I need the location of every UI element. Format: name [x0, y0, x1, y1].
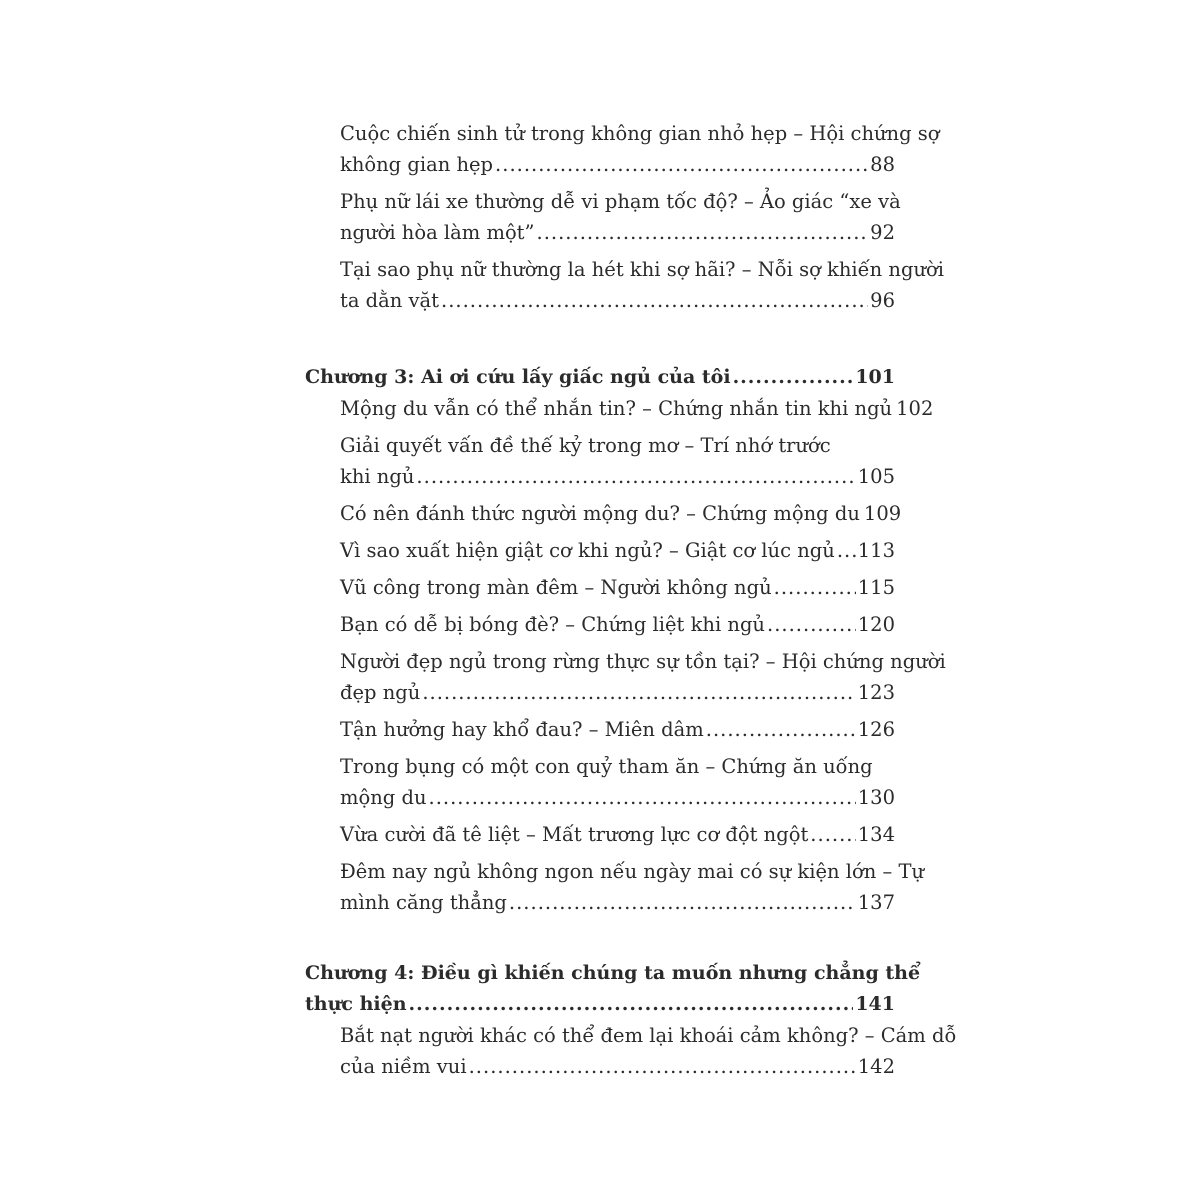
dot-leader: [509, 887, 856, 918]
toc-title-text: Bạn có dễ bị bóng đè? – Chứng liệt khi ngủ: [340, 613, 765, 636]
toc-leader-line: [340, 819, 895, 850]
page-number: 142: [857, 1055, 895, 1078]
toc-entry: [340, 186, 901, 248]
dot-leader: [837, 535, 856, 566]
toc-title-text: Có nên đánh thức người mộng du? – Chứng mộng du: [340, 502, 860, 525]
toc-title-line: Giải quyết vấn đề thế kỷ trong mơ – Trí nhớ trước: [340, 434, 831, 457]
dot-leader: [416, 461, 855, 492]
toc-entry: [340, 1020, 957, 1082]
toc-title-line: Trong bụng có một con quỷ tham ăn – Chứng ăn uống: [340, 755, 873, 778]
toc-title-text: Mộng du vẫn có thể nhắn tin? – Chứng nhắn tin khi ngủ: [340, 397, 893, 420]
toc-leader-line: [340, 1051, 895, 1082]
toc-title-text: ta dằn vặt: [340, 289, 440, 312]
toc-leader-line: [340, 782, 895, 813]
dot-leader: [774, 572, 856, 603]
dot-leader: [537, 217, 869, 248]
toc-title-text: khi ngủ: [340, 465, 415, 488]
page-number: 101: [855, 366, 895, 388]
toc-entry: [340, 118, 940, 180]
toc-title-line: Đêm nay ngủ không ngon nếu ngày mai có sự kiện lớn – Tự: [340, 860, 925, 883]
toc-title-text: không gian hẹp: [340, 153, 494, 176]
toc-entry: [340, 609, 895, 640]
toc-entry: [340, 393, 934, 424]
dot-leader: [810, 819, 855, 850]
toc-title-text: người hòa làm một”: [340, 221, 535, 244]
toc-title-line: Phụ nữ lái xe thường dễ vi phạm tốc độ? – Ảo giác “xe và: [340, 190, 901, 213]
toc-entry: [340, 430, 895, 492]
toc-entry: [340, 498, 902, 529]
toc-title-line: Chương 4: Điều gì khiến chúng ta muốn nhưng chẳng thể: [305, 962, 921, 984]
page-number: 92: [870, 221, 895, 244]
page-number: 102: [896, 397, 934, 420]
toc-entry: [340, 572, 895, 603]
page-number: 105: [857, 465, 895, 488]
page-number: 141: [855, 993, 895, 1015]
dot-leader: [495, 149, 868, 180]
toc-title-line: Bắt nạt người khác có thể đem lại khoái cảm không? – Cám dỗ: [340, 1024, 957, 1047]
page-number: 88: [870, 153, 895, 176]
toc-leader-line: [340, 609, 895, 640]
dot-leader: [429, 782, 856, 813]
dot-leader: [441, 285, 868, 316]
toc-title-text: mình căng thẳng: [340, 891, 507, 914]
toc-leader-line: [340, 461, 895, 492]
toc-leader-line: [340, 677, 895, 708]
page-number: 134: [857, 823, 895, 846]
dot-leader: [767, 609, 856, 640]
toc-entry: [340, 646, 946, 708]
page-number: 126: [857, 718, 895, 741]
toc-title-line: Người đẹp ngủ trong rừng thực sự tồn tại? – Hội chứng người: [340, 650, 946, 673]
toc-title-line: Cuộc chiến sinh tử trong không gian nhỏ hẹp – Hội chứng sợ: [340, 122, 940, 145]
toc-title-text: Vừa cười đã tê liệt – Mất trương lực cơ đột ngột: [340, 823, 809, 846]
page-number: 113: [857, 539, 895, 562]
toc-title-line: Tại sao phụ nữ thường la hét khi sợ hãi? – Nỗi sợ khiến người: [340, 258, 944, 281]
toc-entry: [340, 535, 895, 566]
toc-chapter-heading: [305, 958, 921, 1020]
toc-title-text: Vũ công trong màn đêm – Người không ngủ: [340, 576, 772, 599]
page-number: 96: [870, 289, 895, 312]
page-number: 120: [857, 613, 895, 636]
toc-entry: [340, 751, 895, 813]
table-of-contents: [305, 118, 957, 1082]
toc-leader-line: [305, 989, 895, 1020]
toc-title-text: mộng du: [340, 786, 427, 809]
page-number: 137: [857, 891, 895, 914]
toc-leader-line: [340, 535, 895, 566]
toc-chapter-heading: [305, 362, 895, 393]
page-number: 130: [857, 786, 895, 809]
toc-leader-line: [340, 149, 895, 180]
page-number: 123: [857, 681, 895, 704]
toc-title-text: Chương 3: Ai ơi cứu lấy giấc ngủ của tôi: [305, 366, 731, 388]
toc-leader-line: [340, 498, 902, 529]
toc-title-text: Vì sao xuất hiện giật cơ khi ngủ? – Giật cơ lúc ngủ: [340, 539, 835, 562]
dot-leader: [706, 714, 856, 745]
page-number: 115: [857, 576, 895, 599]
toc-title-text: đẹp ngủ: [340, 681, 421, 704]
dot-leader: [409, 989, 854, 1020]
toc-leader-line: [340, 285, 895, 316]
dot-leader: [733, 362, 854, 393]
toc-leader-line: [340, 217, 895, 248]
toc-title-text: của niềm vui: [340, 1055, 467, 1078]
dot-leader: [469, 1051, 856, 1082]
toc-title-text: thực hiện: [305, 993, 407, 1015]
toc-entry: [340, 856, 925, 918]
page-number: 109: [863, 502, 902, 525]
toc-leader-line: [340, 887, 895, 918]
toc-leader-line: [305, 362, 895, 393]
toc-entry: [340, 254, 944, 316]
toc-title-text: Tận hưởng hay khổ đau? – Miên dâm: [340, 718, 704, 741]
toc-entry: [340, 819, 895, 850]
toc-leader-line: [340, 572, 895, 603]
toc-entry: [340, 714, 895, 745]
dot-leader: [422, 677, 855, 708]
toc-leader-line: [340, 393, 934, 424]
toc-leader-line: [340, 714, 895, 745]
